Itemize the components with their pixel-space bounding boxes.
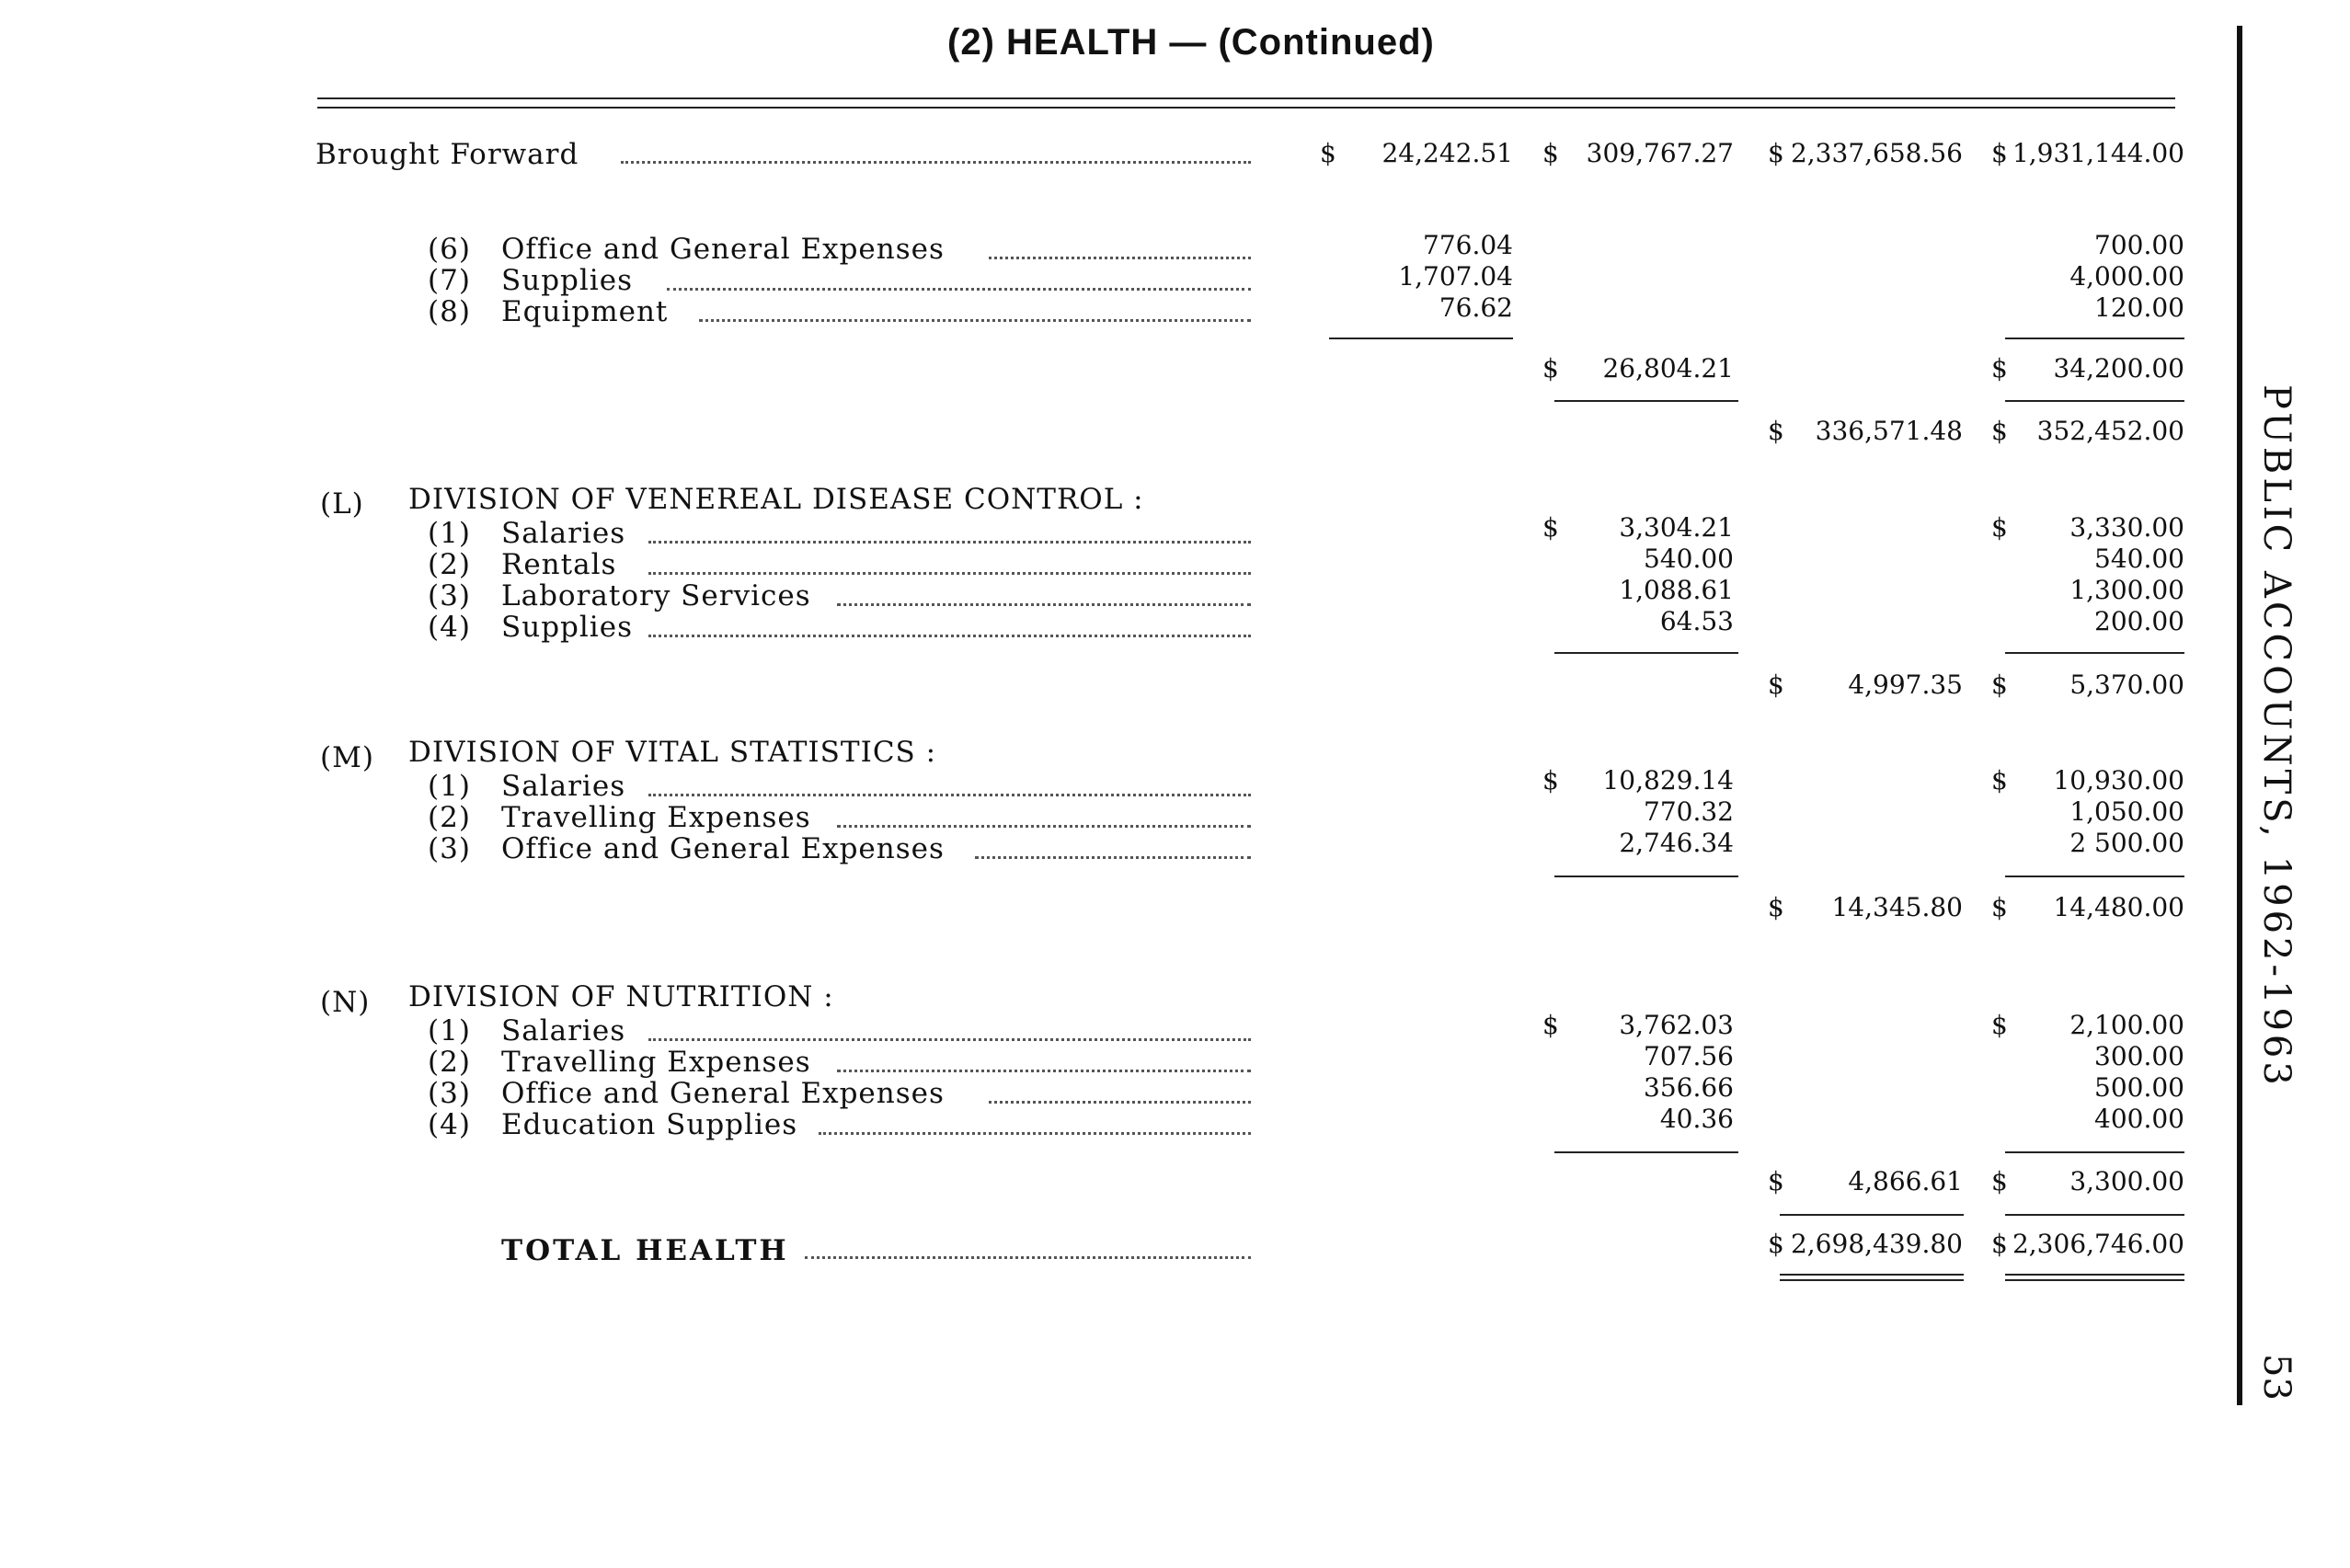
leader-dots [989,1101,1251,1104]
item-col4: 120.00 [2094,292,2184,323]
dollar-sign: $ [1542,1010,1559,1040]
subtotal-rule [1329,338,1513,339]
item-number: (1) [428,1014,471,1047]
item-col4: 1,050.00 [2069,796,2184,827]
dollar-sign: $ [1991,353,2008,383]
item-label: Travelling Expenses [501,801,811,834]
dollar-sign: $ [1991,670,2008,700]
item-col4: 2 500.00 [2069,828,2184,858]
item-col2: 1,088.61 [1619,575,1734,605]
dollar-sign: $ [1768,670,1784,700]
brought-forward-col3: 2,337,658.56 [1790,138,1963,168]
item-col4: 400.00 [2094,1104,2184,1134]
subtotal-rule [1554,876,1738,877]
total-rule [2005,1214,2184,1216]
item-number: (2) [428,801,471,834]
dollar-sign: $ [1991,138,2008,168]
item-col4: 2,100.00 [2069,1010,2184,1040]
item-col4: 500.00 [2094,1072,2184,1103]
dollar-sign: $ [1768,138,1784,168]
section-letter: (L) [320,487,364,521]
item-label: Office and General Expenses [501,233,945,266]
brought-forward-col4: 1,931,144.00 [2012,138,2184,168]
item-number: (7) [428,264,471,297]
dollar-sign: $ [1991,1229,2008,1259]
dollar-sign: $ [1991,1010,2008,1040]
section-heading: DIVISION OF NUTRITION : [408,980,834,1013]
item-col2: 770.32 [1644,796,1734,827]
item-label: Travelling Expenses [501,1046,811,1079]
page-title: (2) HEALTH — (Continued) [947,22,1435,63]
grand-total-col3: 2,698,439.80 [1790,1229,1963,1259]
leader-dots [837,603,1251,606]
leader-dots [648,541,1251,544]
item-col4: 540.00 [2094,544,2184,574]
item-number: (1) [428,517,471,550]
dollar-sign: $ [1542,765,1559,795]
side-title: PUBLIC ACCOUNTS, 1962-1963 [2255,384,2298,1089]
leader-dots [621,161,1251,164]
dollar-sign: $ [1991,892,2008,922]
item-number: (1) [428,770,471,803]
dollar-sign: $ [1768,1229,1784,1259]
total-col4: 3,300.00 [2069,1166,2184,1196]
brought-forward-col2: 309,767.27 [1586,138,1734,168]
leader-dots [819,1132,1251,1135]
item-label: Equipment [501,295,669,328]
subtotal-rule [1554,1151,1738,1153]
item-label: Salaries [501,517,626,550]
dollar-sign: $ [1768,416,1784,446]
total-col4: 14,480.00 [2053,892,2184,922]
item-col2: 540.00 [1644,544,1734,574]
dollar-sign: $ [1768,1166,1784,1196]
grand-total-col4: 2,306,746.00 [2012,1229,2184,1259]
dollar-sign: $ [1991,765,2008,795]
item-col4: 300.00 [2094,1041,2184,1071]
item-label: Supplies [501,611,633,644]
item-label: Supplies [501,264,633,297]
item-number: (4) [428,1108,471,1141]
item-number: (4) [428,611,471,644]
total-col3: 4,866.61 [1848,1166,1963,1196]
item-number: (2) [428,548,471,581]
item-label: Office and General Expenses [501,1077,945,1110]
leader-dots [699,319,1251,322]
subtotal-col2: 26,804.21 [1602,353,1734,383]
total-rule [1780,1214,1964,1216]
double-rule [2005,1279,2184,1281]
item-col1: 1,707.04 [1398,261,1513,292]
item-label: Education Supplies [501,1108,798,1141]
total-col4: 352,452.00 [2036,416,2184,446]
subtotal-rule [2005,876,2184,877]
item-label: Rentals [501,548,617,581]
item-col2: 3,762.03 [1619,1010,1734,1040]
subtotal-rule [1554,400,1738,402]
item-number: (3) [428,832,471,865]
total-col4: 5,370.00 [2069,670,2184,700]
item-col4: 10,930.00 [2053,765,2184,795]
subtotal-rule [2005,338,2184,339]
dollar-sign: $ [1991,1166,2008,1196]
item-col2: 2,746.34 [1619,828,1734,858]
subtotal-rule [2005,1151,2184,1153]
dollar-sign: $ [1768,892,1784,922]
header-rule-top [317,97,2175,99]
double-rule [1780,1279,1964,1281]
leader-dots [975,856,1251,859]
item-col2: 356.66 [1644,1072,1734,1103]
item-col2: 40.36 [1659,1104,1734,1134]
item-col2: 64.53 [1659,606,1734,636]
item-number: (3) [428,1077,471,1110]
item-label: Laboratory Services [501,579,811,612]
section-letter: (M) [320,741,374,774]
item-col2: 10,829.14 [1602,765,1734,795]
leader-dots [648,572,1251,575]
section-heading: DIVISION OF VENEREAL DISEASE CONTROL : [408,483,1144,516]
header-rule-bottom [317,107,2175,109]
subtotal-col4: 34,200.00 [2053,353,2184,383]
dollar-sign: $ [1320,138,1336,168]
item-col4: 700.00 [2094,230,2184,260]
leader-dots [837,825,1251,828]
margin-rule [2237,26,2242,1405]
double-rule [2005,1274,2184,1276]
section-letter: (N) [320,986,371,1019]
leader-dots [837,1070,1251,1072]
dollar-sign: $ [1542,512,1559,543]
item-number: (3) [428,579,471,612]
item-col2: 3,304.21 [1619,512,1734,543]
leader-dots [667,288,1251,291]
subtotal-rule [2005,400,2184,402]
item-label: Salaries [501,1014,626,1047]
item-col4: 3,330.00 [2069,512,2184,543]
dollar-sign: $ [1991,416,2008,446]
double-rule [1780,1274,1964,1276]
brought-forward-label: Brought Forward [315,138,579,171]
item-col4: 4,000.00 [2069,261,2184,292]
leader-dots [805,1256,1251,1259]
dollar-sign: $ [1542,138,1559,168]
total-col3: 336,571.48 [1815,416,1963,446]
item-col1: 776.04 [1423,230,1513,260]
leader-dots [648,794,1251,796]
item-number: (2) [428,1046,471,1079]
section-heading: DIVISION OF VITAL STATISTICS : [408,736,937,769]
item-label: Office and General Expenses [501,832,945,865]
grand-total-label: TOTAL HEALTH [501,1234,789,1267]
item-col4: 1,300.00 [2069,575,2184,605]
total-col3: 4,997.35 [1848,670,1963,700]
item-col2: 707.56 [1644,1041,1734,1071]
subtotal-rule [1554,652,1738,654]
item-label: Salaries [501,770,626,803]
dollar-sign: $ [1991,512,2008,543]
item-number: (6) [428,233,471,266]
leader-dots [989,257,1251,259]
page-number: 53 [2255,1354,2298,1401]
total-col3: 14,345.80 [1831,892,1963,922]
leader-dots [648,1038,1251,1041]
item-col4: 200.00 [2094,606,2184,636]
dollar-sign: $ [1542,353,1559,383]
item-number: (8) [428,295,471,328]
item-col1: 76.62 [1439,292,1513,323]
subtotal-rule [2005,652,2184,654]
leader-dots [648,635,1251,637]
brought-forward-col1: 24,242.51 [1381,138,1513,168]
